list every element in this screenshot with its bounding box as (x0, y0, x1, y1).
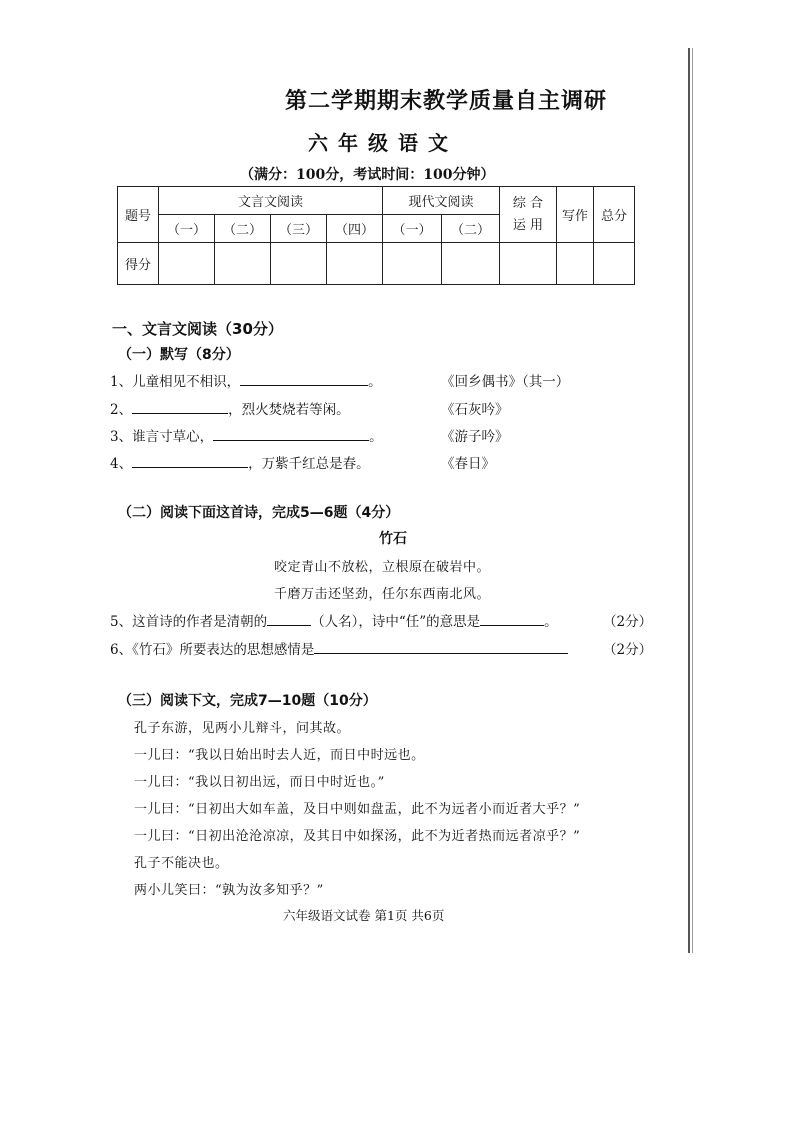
row-label-tihao: 题号 (118, 187, 159, 243)
source-label: 《回乡偶书》（其一） (441, 374, 570, 390)
answer-blank[interactable] (267, 611, 311, 626)
points-label: （2分） (603, 642, 653, 658)
row-label-defen: 得分 (118, 243, 159, 285)
answer-blank[interactable] (132, 399, 228, 414)
page-footer: 六年级语文试卷 第1页 共6页 (283, 908, 445, 923)
q5-text: 5、这首诗的作者是清朝的 (110, 614, 268, 630)
question-3 (110, 425, 383, 445)
group-xiandai: 现代文阅读 (383, 187, 500, 215)
section-heading: 一、文言文阅读（30分） (112, 320, 283, 338)
score-cell[interactable] (159, 243, 215, 285)
poem-line: 咬定青山不放松，立根原在破岩中。 (274, 560, 491, 575)
q2-text: 2、 (110, 402, 133, 418)
exam-note: （满分：100分，考试时间：100分钟） (240, 167, 495, 183)
col-xiezuo: 写作 (557, 187, 594, 243)
sub-col: （一） (383, 215, 442, 243)
question-1 (110, 370, 382, 390)
group-wenyan: 文言文阅读 (159, 187, 383, 215)
question-4 (110, 452, 370, 472)
col-zonghe: 综 合 运 用 (500, 187, 557, 243)
sub-col: （二） (442, 215, 500, 243)
page-title: 第二学期期末教学质量自主调研 (285, 88, 608, 114)
question-2 (110, 398, 350, 418)
part-heading: （一）默写（8分） (118, 347, 240, 363)
source-label: 《石灰吟》 (441, 402, 509, 418)
question-5 (110, 610, 558, 630)
sub-col: （三） (271, 215, 327, 243)
score-table (117, 186, 635, 285)
answer-blank[interactable] (314, 639, 568, 654)
q3-end: 。 (369, 429, 383, 445)
answer-blank[interactable] (480, 611, 544, 626)
score-cell[interactable] (383, 243, 442, 285)
answer-blank[interactable] (132, 453, 248, 468)
passage-line: 孔子不能决也。 (134, 856, 229, 871)
points-label: （2分） (603, 614, 653, 630)
score-cell[interactable] (594, 243, 635, 285)
q4-end: ，万紫千红总是春。 (248, 456, 370, 472)
sub-col: （一） (159, 215, 215, 243)
poem-title: 竹石 (379, 531, 407, 547)
passage-line: 一儿曰：“我以日初出远，而日中时近也。” (134, 775, 385, 790)
q1-end: 。 (368, 374, 382, 390)
passage-line: 一儿曰：“日初出大如车盖，及日中则如盘盂，此不为远者小而近者大乎？” (134, 802, 581, 817)
sub-col: （四） (327, 215, 383, 243)
q2-end: ，烈火焚烧若等闲。 (228, 402, 350, 418)
q4-text: 4、 (110, 456, 133, 472)
source-label: 《春日》 (441, 456, 495, 472)
col-zongfen: 总分 (594, 187, 635, 243)
score-cell[interactable] (215, 243, 271, 285)
passage-line: 一儿曰：“日初出沧沧凉凉，及其日中如探汤，此不为近者热而远者凉乎？” (134, 829, 581, 844)
score-cell[interactable] (327, 243, 383, 285)
sub-col: （二） (215, 215, 271, 243)
part-heading: （三）阅读下文，完成7—10题（10分） (118, 693, 377, 709)
q5-mid: （人名），诗中“任”的意思是 (311, 614, 481, 630)
passage-line: 一儿曰：“我以日始出时去人近，而日中时远也。 (134, 748, 425, 763)
answer-blank[interactable] (240, 371, 368, 386)
binding-rule (688, 48, 690, 953)
q6-text: 6、《竹石》所要表达的思想感情是 (110, 642, 315, 658)
q1-text: 1、儿童相见不相识， (110, 374, 241, 390)
score-cell[interactable] (442, 243, 500, 285)
passage-line: 两小儿笑曰：“孰为汝多知乎？” (134, 883, 324, 898)
answer-blank[interactable] (213, 426, 369, 441)
passage-line: 孔子东游，见两小儿辩斗，问其故。 (134, 721, 351, 736)
page-subtitle: 六年级语文 (308, 131, 458, 155)
score-cell[interactable] (271, 243, 327, 285)
score-cell[interactable] (500, 243, 557, 285)
poem-line: 千磨万击还坚劲，任尔东西南北风。 (274, 587, 491, 602)
question-6 (110, 638, 568, 658)
q5-end: 。 (544, 614, 558, 630)
source-label: 《游子吟》 (441, 429, 509, 445)
binding-rule-inner (692, 48, 693, 953)
score-cell[interactable] (557, 243, 594, 285)
part-heading: （二）阅读下面这首诗，完成5—6题（4分） (118, 505, 400, 521)
q3-text: 3、谁言寸草心， (110, 429, 214, 445)
